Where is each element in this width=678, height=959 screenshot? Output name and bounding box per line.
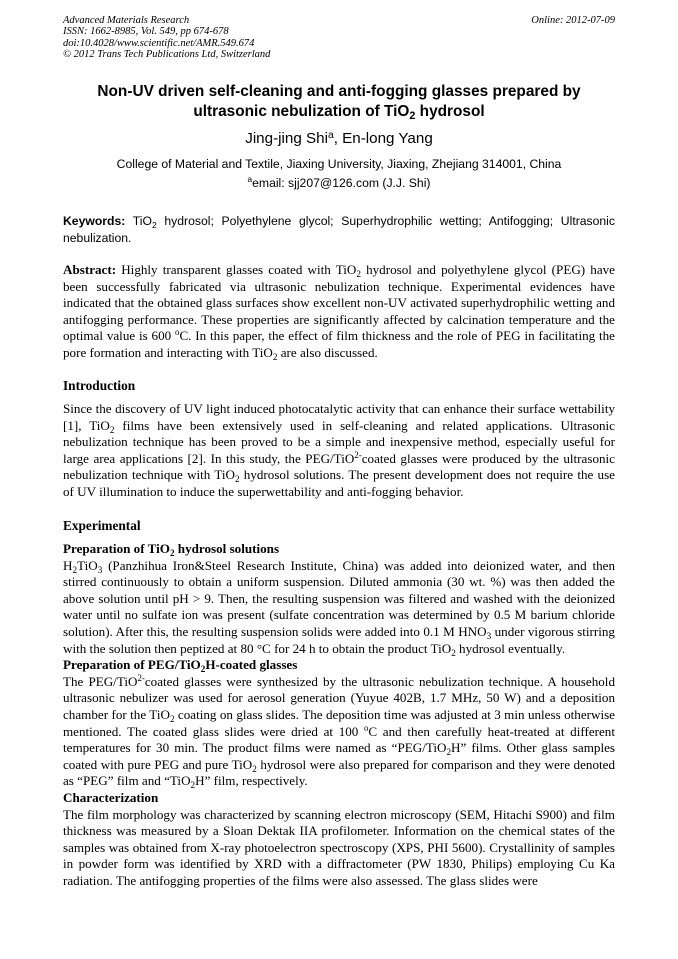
introduction-text: Since the discovery of UV light induced photocatalytic activity that can enhance their surface wettability [1], TiO$_2$ films have been extensively used in self-cleaning and related applications. Ultrasonic nebulization technique has been proved to be a simple and inexpensive method, especially useful for large area applications [2]. In this study, the PEG/TiO$^{2-}$coated glasses were produced by the ultrasonic nebulization technique with TiO$_2$ hydrosol solutions. The present development does not require the use of UV illumination to induce the superwettability and anti-fogging behavior. bbox=[63, 401, 615, 499]
keywords: Keywords: TiO$_2$ hydrosol; Polyethylene glycol; Superhydrophilic wetting; Antifogging; Ultrasonic nebulization. bbox=[63, 214, 615, 245]
subheading-tio2-hydrosol: Preparation of TiO$_2$ hydrosol solutions bbox=[63, 541, 280, 558]
section-heading-introduction: Introduction bbox=[63, 378, 136, 393]
abstract: Abstract: Highly transparent glasses coated with TiO$_2$ hydrosol and polyethylene glycol (PEG) have been successfully fabricated via ultrasonic nebulization technique. Experimental evidences have indicated that the obtained glass surfaces show excellent non-UV activated superhydrophilic wetting and antifogging performance. These properties are significantly affected by calcination temperature and the optimal value is 600 $^o$C. In this paper, the effect of film thickness and the role of PEG in facilitating the pore formation and interacting with TiO$_2$ are also discussed. bbox=[63, 262, 615, 362]
journal-copyright: © 2012 Trans Tech Publications Ltd, Switzerland bbox=[63, 49, 271, 61]
online-date: Online: 2012-07-09 bbox=[531, 15, 615, 26]
author-email: $^a$email: sjj207@126.com (J.J. Shi) bbox=[247, 174, 431, 190]
abstract-label: Abstract: bbox=[63, 262, 117, 277]
subheading-characterization: Characterization bbox=[63, 789, 159, 805]
section-heading-experimental: Experimental bbox=[63, 518, 141, 533]
subheading-peg-coated-glasses: Preparation of PEG/TiO$_2$H-coated glasses bbox=[63, 657, 298, 675]
journal-name: Advanced Materials Research bbox=[63, 15, 190, 26]
author-list: Jing-jing Shi$^a$, En-long Yang bbox=[245, 130, 433, 147]
title-line-1: Non-UV driven self-cleaning and anti-fogging glasses prepared by bbox=[97, 83, 581, 100]
affiliation: College of Material and Textile, Jiaxing University, Jiaxing, Zhejiang 314001, China bbox=[116, 157, 562, 171]
journal-doi: doi:10.4028/www.scientific.net/AMR.549.674 bbox=[63, 37, 255, 49]
peg-coated-glasses-text: The PEG/TiO$^{2-}$coated glasses were synthesized by the ultrasonic nebulization technique. A household ultrasonic nebulizer was used for aerosol generation (Yuyue 402B, 1.7 MHz, 50 W) and a deposition chamber for the TiO$_2$ coating on glass slides. The deposition time was adjusted at 3 min unless otherwise mentioned. The coated glass slides were dried at 100 $^o$C and then carefully heat-treated at different temperatures for 30 min. The product films were named as “PEG/TiO$_2$H” films. Other glass samples coated with pure PEG and pure TiO$_2$ hydrosol were also prepared for comparison and they were denoted as “PEG” film and “TiO$_2$H” film, respectively. bbox=[63, 672, 615, 791]
characterization-text: The film morphology was characterized by scanning electron microscopy (SEM, Hitachi S900) and film thickness was measured by a Sloan Dektak IIA profilometer. Information on the chemical states of the samples was obtained from X-ray photoelectron spectroscopy (XPS, PHI 5600). Crystallinity of samples in powder form was identified by XRD with a diffractometer (PW 1830, Philips) employing Cu Ka radiation. The antifogging properties of the films were also assessed. The glass slides were bbox=[63, 806, 615, 888]
paper-title bbox=[63, 82, 615, 121]
experimental-body bbox=[63, 541, 615, 889]
tio2-hydrosol-text: $H_2TiO_3$ (Panzhihua Iron&Steel Research Institute, China) was added into deionized water, and then stirred continuously to obtain a uniform suspension. Diluted ammonia (30 wt. %) was then added the above solution until pH > 9. Then, the resulting suspension was filtered and washed with the deionized water until no sulfate ion was present (sulfate concentration was determined by 0.5 M barium chloride solution). After this, the resulting suspension solids were added into 0.1 M $HNO_3$ under vigorous stirring with the solution then peptized at 80 °C for 24 h to obtain the product TiO$_2$ hydrosol eventually. bbox=[63, 557, 615, 658]
keywords-label: Keywords: bbox=[63, 214, 126, 228]
journal-issn: ISSN: 1662-8985, Vol. 549, pp 674-678 bbox=[63, 26, 229, 38]
journal-header bbox=[63, 15, 270, 61]
title-line-2: ultrasonic nebulization of TiO$_2$ hydrosol bbox=[193, 102, 485, 122]
